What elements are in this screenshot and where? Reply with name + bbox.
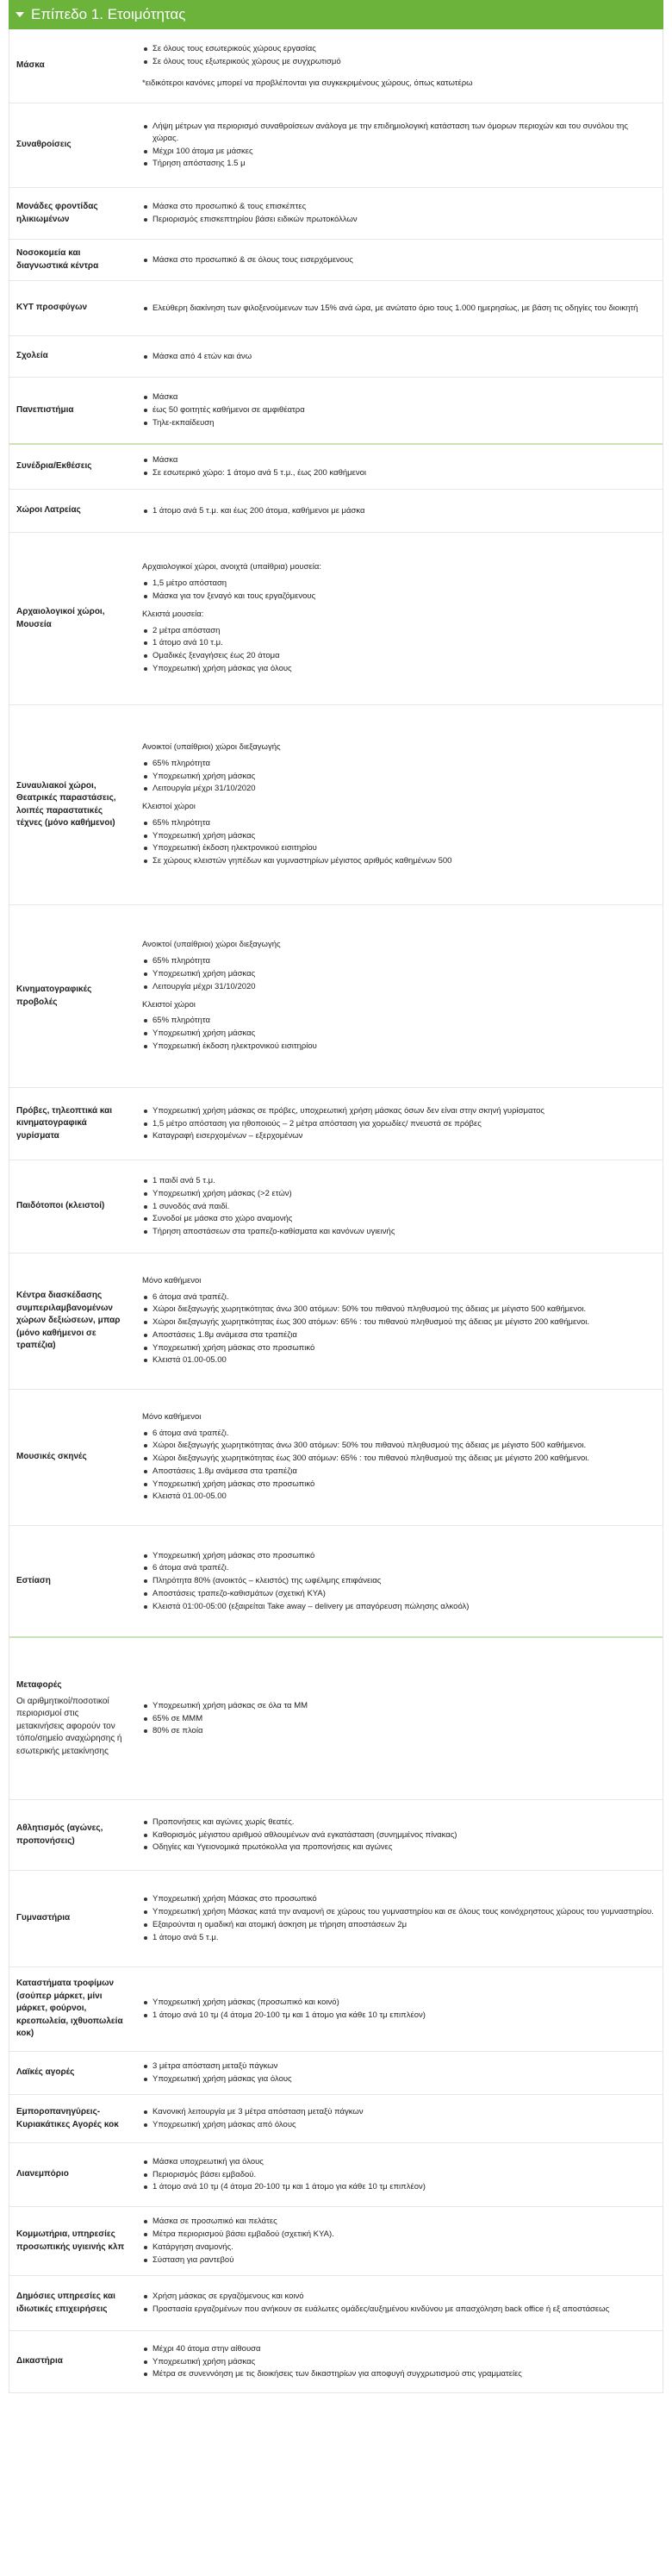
row-content xyxy=(134,2143,663,2206)
list-item: Προπονήσεις και αγώνες χωρίς θεατές. xyxy=(142,1816,654,1829)
row-label: Νοσοκομεία και διαγνωστικά κέντρα xyxy=(16,248,99,271)
list-item: Μέτρα περιορισμού βάσει εμβαδού (σχετική ΚΥΑ). xyxy=(142,2229,654,2241)
row-label: Λαϊκές αγορές xyxy=(16,2067,75,2078)
row-content xyxy=(134,1254,663,1389)
list-item: Τήρηση απόστασης 1.5 μ xyxy=(142,158,654,170)
list-item: 1 άτομο ανά 5 τ.μ. και έως 200 άτομα, καθήμενοι με μάσκα xyxy=(142,505,654,517)
level-header[interactable] xyxy=(9,0,663,29)
row-label: Δικαστήρια xyxy=(16,2356,63,2367)
row-content xyxy=(134,1967,663,2051)
list-item: Υποχρεωτική χρήση μάσκας στο προσωπικό xyxy=(142,1550,654,1562)
list-item: Λήψη μέτρων για περιορισμό συναθροίσεων ανάλογα με την επιδημιολογική κατάσταση των όμορων περιοχών και του συνόλου της χώρας. xyxy=(142,121,654,145)
list-item: 80% σε πλοία xyxy=(142,1725,654,1737)
row-content xyxy=(134,2276,663,2330)
table-row xyxy=(9,705,663,905)
list-item: Σε όλους τους εσωτερικούς χώρους εργασίας xyxy=(142,43,654,55)
list-item: 65% πληρότητα xyxy=(142,817,654,829)
list-item: Υποχρεωτική χρήση μάσκας xyxy=(142,1028,654,1040)
list-item: Αποστάσεις τραπεζο-καθισμάτων (σχετική ΚΥΑ) xyxy=(142,1588,654,1600)
row-label: Χώροι Λατρείας xyxy=(16,505,81,516)
list-item: Εξαιρούνται η ομαδική και ατομική άσκηση με τήρηση αποστάσεων 2μ xyxy=(142,1919,654,1931)
list-item: 1 άτομο ανά 10 τμ (4 άτομα 20-100 τμ και 1 άτομο για κάθε 10 τμ επιπλέον) xyxy=(142,2181,654,2193)
list-item: Ομαδικές ξεναγήσεις έως 20 άτομα xyxy=(142,650,654,662)
table-row xyxy=(9,1800,663,1871)
row-content xyxy=(134,103,663,187)
row-content xyxy=(134,240,663,280)
row-subheading: Ανοικτοί (υπαίθριοι) χώροι διεξαγωγής xyxy=(142,940,281,950)
list-item: Τηλε-εκπαίδευση xyxy=(142,417,654,429)
list-item: Μάσκα για τον ξεναγό και τους εργαζόμενους xyxy=(142,591,654,603)
list-item: Υποχρεωτική χρήση μάσκας xyxy=(142,968,654,980)
row-content xyxy=(134,1638,663,1799)
table-row xyxy=(9,533,663,705)
row-content xyxy=(134,1088,663,1160)
list-item: Ελεύθερη διακίνηση των φιλοξενούμενων των 15% ανά ώρα, με ανώτατο όριο τους 1.000 ημερησίως, με βάση τις οδηγίες του διοικητή xyxy=(142,303,654,315)
list-item: 65% πληρότητα xyxy=(142,758,654,770)
list-item: Καθορισμός μέγιστου αριθμού αθλουμένων ανά εγκατάσταση (συνημμένος πίνακας) xyxy=(142,1829,654,1841)
list-item: Συνοδοί με μάσκα στο χώρο αναμονής xyxy=(142,1213,654,1225)
row-content xyxy=(134,336,663,377)
table-row xyxy=(9,240,663,281)
row-label: Κινηματογραφικές προβολές xyxy=(16,985,92,1007)
level-title: Επίπεδο 1. Ετοιμότητας xyxy=(31,5,186,22)
row-label: Παιδότοποι (κλειστοί) xyxy=(16,1201,105,1211)
list-item: Υποχρεωτική χρήση μάσκας xyxy=(142,771,654,783)
list-item: Σε εσωτερικό χώρο: 1 άτομο ανά 5 τ.μ., έως 200 καθήμενοι xyxy=(142,467,654,479)
list-item: Μάσκα στο προσωπικό & τους επισκέπτες xyxy=(142,201,654,213)
list-item: Χώροι διεξαγωγής χωρητικότητας έως 300 ατόμων: 65% : του πιθανού πληθυσμού της άδειας με μέγιστο 200 καθήμενοι. xyxy=(142,1453,654,1465)
table-row xyxy=(9,1088,663,1160)
list-item: Λειτουργία μέχρι 31/10/2020 xyxy=(142,783,654,795)
row-label: Πανεπιστήμια xyxy=(16,404,74,415)
list-item: Υποχρεωτική χρήση μάσκας από όλους xyxy=(142,2119,654,2131)
table-row xyxy=(9,103,663,188)
list-item: Υποχρεωτική χρήση μάσκας σε πρόβες, υποχρεωτική χρήση μάσκας όσων δεν είναι στην σκηνή γυρίσματος xyxy=(142,1105,654,1117)
row-label: Λιανεμπόριο xyxy=(16,2169,69,2179)
row-content xyxy=(134,1390,663,1525)
list-item: Υποχρεωτική χρήση Μάσκας στο προσωπικό xyxy=(142,1893,654,1905)
list-item: 6 άτομα ανά τραπέζι. xyxy=(142,1291,654,1304)
row-label: Μάσκα xyxy=(16,60,45,71)
list-item: Κατάργηση αναμονής. xyxy=(142,2241,654,2254)
row-label: Συναυλιακοί χώροι, Θεατρικές παραστάσεις, λοιπές παραστατικές τέχνες (μόνο καθήμενοι) xyxy=(16,780,116,828)
row-subheading: Αρχαιολογικοί χώροι, ανοιχτά (υπαίθρια) μουσεία: xyxy=(142,562,321,572)
row-content xyxy=(134,2207,663,2275)
table-row xyxy=(9,2052,663,2095)
list-item: 1 παιδί ανά 5 τ.μ. xyxy=(142,1175,654,1187)
list-item: Σε όλους τους εξωτερικούς χώρους με συγχρωτισμό xyxy=(142,56,654,68)
list-item: Υποχρεωτική έκδοση ηλεκτρονικού εισιτηρίου xyxy=(142,842,654,854)
list-item: Κλειστά 01.00-05.00 xyxy=(142,1491,654,1503)
list-item: Λειτουργία μέχρι 31/10/2020 xyxy=(142,981,654,993)
row-subheading: Κλειστοί χώροι xyxy=(142,999,196,1010)
list-item: Υποχρεωτική χρήση μάσκας xyxy=(142,830,654,842)
table-row xyxy=(9,1967,663,2052)
table-row xyxy=(9,281,663,336)
table-row xyxy=(9,905,663,1088)
list-item: Μέχρι 100 άτομα με μάσκες xyxy=(142,146,654,158)
list-item: Κλειστά 01.00-05.00 xyxy=(142,1354,654,1366)
row-content xyxy=(134,445,663,489)
row-label: Πρόβες, τηλεοπτικά και κινηματογραφικά γυρίσματα xyxy=(16,1105,113,1141)
list-item: Υποχρεωτική χρήση Μάσκας κατά την αναμονή σε χώρους του γυμναστηρίου και σε όλους τους κοινόχρηστους χώρους του γυμναστηρίου. xyxy=(142,1906,654,1918)
list-item: Μέτρα σε συνεννόηση με τις διοικήσεις των δικαστηρίων για αποφυγή συγχρωτισμού στις γραμματείες xyxy=(142,2368,654,2380)
row-content xyxy=(134,2095,663,2142)
list-item: Χώροι διεξαγωγής χωρητικότητας έως 300 ατόμων: 65% : του πιθανού πληθυσμού της άδειας με μέγιστο 200 καθήμενοι. xyxy=(142,1316,654,1329)
table-row xyxy=(9,2143,663,2207)
list-item: Υποχρεωτική χρήση μάσκας στο προσωπικό xyxy=(142,1342,654,1354)
list-item: Υποχρεωτική χρήση μάσκας για όλους xyxy=(142,2073,654,2085)
list-item: Αποστάσεις 1.8μ ανάμεσα στα τραπέζια xyxy=(142,1466,654,1478)
list-item: Μάσκα στο προσωπικό & σε όλους τους εισερχόμενους xyxy=(142,254,654,266)
table-row xyxy=(9,2207,663,2276)
row-label: Μονάδες φροντίδας ηλικιωμένων xyxy=(16,202,98,224)
list-item: Σύσταση για ραντεβού xyxy=(142,2254,654,2267)
list-item: Υποχρεωτική χρήση μάσκας για όλους xyxy=(142,663,654,675)
list-item: Υποχρεωτική χρήση μάσκας (προσωπικό και κοινό) xyxy=(142,1997,654,2009)
row-content xyxy=(134,533,663,704)
row-label: Κέντρα διασκέδασης συμπεριλαμβανομένων χώρων δεξιώσεων, μπαρ (μόνο καθήμενοι σε τραπέζια) xyxy=(16,1291,121,1351)
row-content xyxy=(134,2052,663,2094)
list-item: Πληρότητα 80% (ανοικτός – κλειστός) της ωφέλιμης επιφάνειας xyxy=(142,1575,654,1587)
row-label: Σχολεία xyxy=(16,351,48,361)
table-row xyxy=(9,378,663,445)
list-item: 65% πληρότητα xyxy=(142,1015,654,1027)
list-item: Κανονική λειτουργία με 3 μέτρα απόσταση μεταξύ πάγκων xyxy=(142,2106,654,2118)
list-item: Μάσκα από 4 ετών και άνω xyxy=(142,351,654,363)
chevron-down-icon[interactable] xyxy=(16,12,24,17)
table-row xyxy=(9,1390,663,1526)
row-subheading: Μόνο καθήμενοι xyxy=(142,1275,202,1285)
list-item: Κλειστά 01:00-05:00 (εξαιρείται Take away – delivery με απαγόρευση πώλησης αλκοόλ) xyxy=(142,1601,654,1613)
row-content xyxy=(134,705,663,904)
row-label-note: Οι αριθμητικοί/ποσοτικοί περιορισμοί στις μετακινήσεις αφορούν τον τόπο/σημείο αναχώρησης ή εσωτερικής μετακίνησης xyxy=(16,1696,122,1756)
table-row xyxy=(9,29,663,103)
row-label xyxy=(9,1638,134,1799)
list-item: Περιορισμός επισκεπτηρίου βάσει ειδικών πρωτοκόλλων xyxy=(142,214,654,226)
row-label-title: Μεταφορές xyxy=(16,1680,62,1690)
list-item: 2 μέτρα απόσταση xyxy=(142,625,654,637)
row-label: ΚΥΤ προσφύγων xyxy=(16,303,88,313)
row-subheading: Μόνο καθήμενοι xyxy=(142,1411,202,1422)
table-row xyxy=(9,1871,663,1967)
list-item: 1 άτομο ανά 10 τμ (4 άτομα 20-100 τμ και 1 άτομο για κάθε 10 τμ επιπλέον) xyxy=(142,2010,654,2022)
list-item: 1,5 μέτρο απόσταση xyxy=(142,578,654,590)
list-item: 65% σε ΜΜΜ xyxy=(142,1713,654,1725)
row-content xyxy=(134,1526,663,1636)
list-item: έως 50 φοιτητές καθήμενοι σε αμφιθέατρα xyxy=(142,404,654,416)
row-label: Γυμναστήρια xyxy=(16,1913,71,1923)
list-item: Υποχρεωτική έκδοση ηλεκτρονικού εισιτηρίου xyxy=(142,1041,654,1053)
list-item: 65% πληρότητα xyxy=(142,955,654,967)
row-label: Συναθροίσεις xyxy=(16,140,72,150)
row-content xyxy=(134,1160,663,1253)
list-item: Σε χώρους κλειστών γηπέδων και γυμναστηρίων μέγιστος αριθμός καθημένων 500 xyxy=(142,855,654,867)
row-label: Εμποροπανηγύρεις- Κυριακάτικες Αγορές κοκ xyxy=(16,2107,119,2129)
list-item: 1,5 μέτρο απόσταση για ηθοποιούς – 2 μέτρα απόσταση για χορωδίες/ πνευστά σε πρόβες xyxy=(142,1118,654,1130)
list-item: Προστασία εργαζομένων που ανήκουν σε ευάλωτες ομάδες/αυξημένου κινδύνου με απασχόληση back office ή εξ αποστάσεως xyxy=(142,2304,654,2316)
table-row xyxy=(9,490,663,533)
list-item: Αποστάσεις 1.8μ ανάμεσα στα τραπέζια xyxy=(142,1329,654,1341)
table-row xyxy=(9,188,663,240)
row-note: *ειδικότεροι κανόνες μπορεί να προβλέπονται για συγκεκριμένους χώρους, όπως κατωτέρω xyxy=(142,78,473,88)
list-item: 1 άτομο ανά 10 τ.μ. xyxy=(142,637,654,649)
list-item: Τήρηση αποστάσεων στα τραπεζο-καθίσματα και κανόνων υγιεινής xyxy=(142,1226,654,1238)
list-item: Μάσκα xyxy=(142,391,654,403)
list-item: Μάσκα σε προσωπικό και πελάτες xyxy=(142,2216,654,2228)
row-subheading: Κλειστά μουσεία: xyxy=(142,609,204,619)
list-item: 3 μέτρα απόσταση μεταξύ πάγκων xyxy=(142,2060,654,2073)
list-item: 1 άτομο ανά 5 τ.μ. xyxy=(142,1932,654,1944)
list-item: Χώροι διεξαγωγής χωρητικότητας άνω 300 ατόμων: 50% του πιθανού πληθυσμού της άδειας με μέγιστο 500 καθήμενοι. xyxy=(142,1304,654,1316)
table-row xyxy=(9,2331,663,2393)
list-item: Υποχρεωτική χρήση μάσκας xyxy=(142,2356,654,2368)
list-item: Υποχρεωτική χρήση μάσκας (>2 ετών) xyxy=(142,1188,654,1200)
row-label: Καταστήματα τροφίμων (σούπερ μάρκετ, μίνι μάρκετ, φούρνοι, κρεοπωλεία, ιχθυοπωλεία κοκ) xyxy=(16,1979,123,2039)
row-content xyxy=(134,188,663,239)
table-row xyxy=(9,1526,663,1638)
list-item: Μέχρι 40 άτομα στην αίθουσα xyxy=(142,2343,654,2355)
row-content xyxy=(134,29,663,103)
list-item: 6 άτομα ανά τραπέζι. xyxy=(142,1562,654,1574)
row-content xyxy=(134,490,663,532)
list-item: 1 συνοδός ανά παιδί. xyxy=(142,1201,654,1213)
row-label: Κομμωτήρια, υπηρεσίες προσωπικής υγιεινής κλπ xyxy=(16,2229,125,2252)
table-row xyxy=(9,1160,663,1254)
table-row xyxy=(9,2095,663,2143)
row-content xyxy=(134,1800,663,1870)
row-label: Εστίαση xyxy=(16,1575,51,1585)
list-item: Καταγραφή εισερχομένων – εξερχομένων xyxy=(142,1130,654,1142)
row-content xyxy=(134,1871,663,1966)
row-content xyxy=(134,378,663,443)
row-label: Αρχαιολογικοί χώροι, Μουσεία xyxy=(16,607,105,629)
row-content xyxy=(134,2331,663,2392)
row-subheading: Κλειστοί χώροι xyxy=(142,802,196,812)
row-subheading: Ανοικτοί (υπαίθριοι) χώροι διεξαγωγής xyxy=(142,742,281,753)
list-item: Υποχρεωτική χρήση μάσκας στο προσωπικό xyxy=(142,1479,654,1491)
list-item: Μάσκα υποχρεωτική για όλους xyxy=(142,2156,654,2168)
list-item: 6 άτομα ανά τραπέζι. xyxy=(142,1428,654,1440)
list-item: Περιορισμός βάσει εμβαδού. xyxy=(142,2169,654,2181)
row-label: Συνέδρια/Εκθέσεις xyxy=(16,461,92,472)
list-item: Χρήση μάσκας σε εργαζόμενους και κοινό xyxy=(142,2291,654,2303)
table-row xyxy=(9,336,663,378)
table-row xyxy=(9,1254,663,1390)
row-label: Αθλητισμός (αγώνες, προπονήσεις) xyxy=(16,1823,103,1846)
table-row xyxy=(9,445,663,490)
row-content xyxy=(134,905,663,1087)
table-row xyxy=(9,2276,663,2331)
list-item: Οδηγίες και Υγειονομικά πρωτόκολλα για προπονήσεις και αγώνες xyxy=(142,1841,654,1854)
list-item: Υποχρεωτική χρήση μάσκας σε όλα τα ΜΜ xyxy=(142,1700,654,1712)
row-label: Μουσικές σκηνές xyxy=(16,1452,87,1462)
row-content xyxy=(134,281,663,335)
measures-table xyxy=(9,29,663,2393)
list-item: Μάσκα xyxy=(142,454,654,466)
list-item: Χώροι διεξαγωγής χωρητικότητας άνω 300 ατόμων: 50% του πιθανού πληθυσμού της άδειας με μέγιστο 500 καθήμενοι. xyxy=(142,1440,654,1452)
table-row xyxy=(9,1638,663,1800)
row-label: Δημόσιες υπηρεσίες και ιδιωτικές επιχειρήσεις xyxy=(16,2292,115,2314)
